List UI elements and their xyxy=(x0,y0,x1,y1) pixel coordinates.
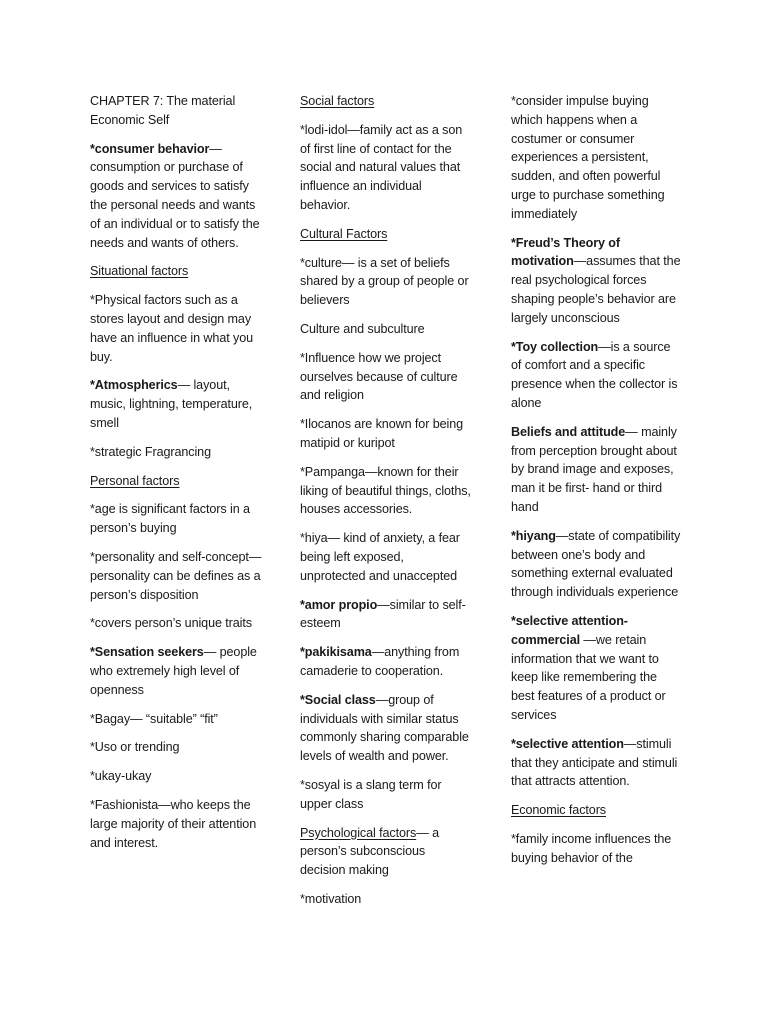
term: *amor propio xyxy=(300,597,378,612)
section-heading: Cultural Factors xyxy=(300,226,388,241)
term: *Social class xyxy=(300,692,376,707)
paragraph: *covers person’s unique traits xyxy=(90,616,252,631)
definition: — mainly from perception brought about by brand image and exposes, man it be first- hand or third hand xyxy=(511,424,677,514)
paragraph: *sosyal is a slang term for upper class xyxy=(300,777,442,811)
term: *Atmospherics xyxy=(90,378,178,393)
paragraph xyxy=(90,140,262,253)
paragraph xyxy=(511,527,683,602)
paragraph xyxy=(511,338,683,413)
paragraph: *Uso or trending xyxy=(90,740,180,755)
term: *Freud’s Theory of motivation xyxy=(511,235,620,269)
paragraph: *Physical factors such as a stores layout and design may have an influence in what you buy. xyxy=(90,293,254,364)
term: Beliefs and attitude xyxy=(511,424,626,439)
paragraph: *Pampanga—known for their liking of beautiful things, cloths, houses accessories. xyxy=(300,464,471,517)
paragraph: *lodi-idol—family act as a son of first line of contact for the social and natural values that influence an individual behavior. xyxy=(300,122,463,212)
definition: —assumes that the real psychological forces shaping people’s behavior are largely unconscious xyxy=(511,254,681,325)
definition: —anything from camaderie to cooperation. xyxy=(300,645,460,678)
paragraph: *ukay-ukay xyxy=(90,769,152,784)
paragraph xyxy=(90,376,262,432)
definition: —we retain information that we want to keep like remembering the best features of a product or services xyxy=(511,632,666,722)
term: *selective attention-commercial xyxy=(511,613,628,647)
paragraph xyxy=(511,234,683,328)
paragraph: *personality and self-concept— personality can be defines as a person’s disposition xyxy=(90,549,262,602)
term: *consumer behavior xyxy=(90,141,210,156)
text-column-middle xyxy=(300,92,472,919)
paragraph xyxy=(511,423,683,517)
paragraph xyxy=(300,643,472,681)
paragraph: *motivation xyxy=(300,891,362,906)
paragraph: *consider impulse buying which happens when a costumer or consumer experiences a persistent, sudden, and often powerful urge to purchase something immediately xyxy=(511,94,665,221)
text-column-right xyxy=(511,92,683,877)
paragraph xyxy=(511,612,683,725)
term: *pakikisama xyxy=(300,645,372,660)
paragraph: *family income influences the buying behavior of the xyxy=(511,831,672,865)
paragraph xyxy=(300,824,472,880)
term: *hiyang xyxy=(511,528,556,543)
definition: — people who extremely high level of openness xyxy=(90,645,257,697)
term: *Toy collection xyxy=(511,339,599,354)
paragraph xyxy=(90,643,262,699)
chapter-label: CHAPTER 7 xyxy=(90,94,160,108)
paragraph: *Influence how we project ourselves because of culture and religion xyxy=(300,350,458,403)
section-heading: Personal factors xyxy=(90,473,180,488)
section-heading: Psychological factors xyxy=(300,825,417,840)
section-heading: Social factors xyxy=(300,94,375,108)
chapter-title: : The material Economic Self xyxy=(90,94,236,127)
definition: —state of compatibility between one’s body and something external evaluated through individuals experience xyxy=(511,528,681,600)
definition: — layout, music, lightning, temperature, smell xyxy=(90,378,253,430)
paragraph: *strategic Fragrancing xyxy=(90,444,211,459)
definition: — consumption or purchase of goods and services to satisfy the personal needs and wants of an individual or to satisfy the needs and wants of others. xyxy=(90,141,260,250)
paragraph: *Fashionista—who keeps the large majority of their attention and interest. xyxy=(90,797,257,850)
text-column-left xyxy=(90,92,262,862)
paragraph: *Ilocanos are known for being matipid or kuripot xyxy=(300,417,464,450)
section-heading: Situational factors xyxy=(90,264,189,279)
chapter-heading xyxy=(90,92,262,130)
definition: —group of individuals with similar status commonly sharing comparable levels of wealth and power. xyxy=(300,692,469,764)
paragraph: *hiya— kind of anxiety, a fear being left exposed, unprotected and unaccepted xyxy=(300,531,460,583)
term: *selective attention xyxy=(511,736,624,751)
paragraph: *age is significant factors in a person’s buying xyxy=(90,502,250,536)
paragraph xyxy=(511,735,683,791)
term: *Sensation seekers xyxy=(90,645,204,660)
paragraph: *Bagay— “suitable” “fit” xyxy=(90,711,218,726)
definition: —stimuli that they anticipate and stimuli that attracts attention. xyxy=(511,736,678,789)
paragraph: *culture— is a set of beliefs shared by a group of people or believers xyxy=(300,255,469,308)
paragraph xyxy=(300,691,472,766)
paragraph xyxy=(300,596,472,634)
section-heading: Economic factors xyxy=(511,803,606,818)
definition: —is a source of comfort and a specific presence when the collector is alone xyxy=(511,339,678,410)
paragraph: Culture and subculture xyxy=(300,321,425,336)
definition: —similar to self-esteem xyxy=(300,597,466,631)
definition: — a person’s subconscious decision making xyxy=(300,825,439,878)
